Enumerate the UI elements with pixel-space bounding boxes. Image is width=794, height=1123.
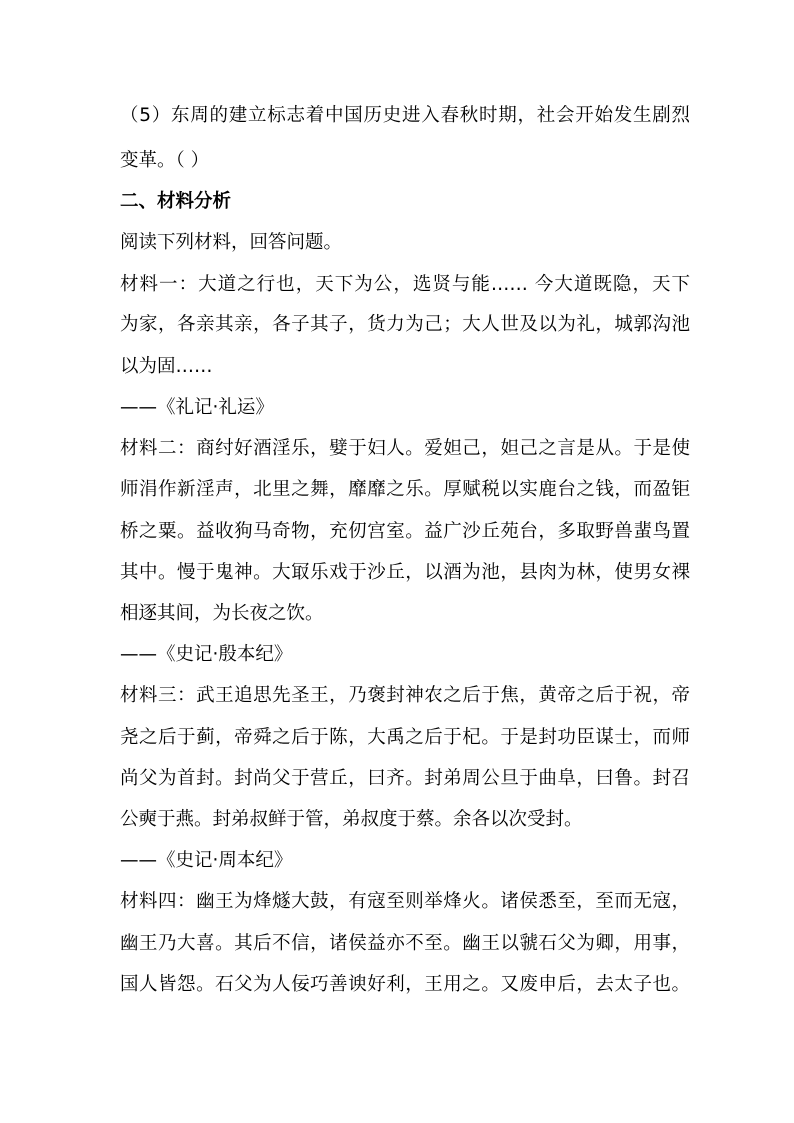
material-2-source: ——《史记·殷本纪》 (120, 644, 293, 665)
material-3-line-3: 尚父为首封。封尚父于营丘，曰齐。封弟周公旦于曲阜，曰鲁。封召 (120, 768, 690, 789)
material-3-line-1: 材料三：武王追思先圣王，乃褒封神农之后于焦，黄帝之后于祝，帝 (120, 685, 690, 706)
material-2-line-4: 其中。慢于鬼神。大冣乐戏于沙丘，以酒为池，县肉为林，使男女裸 (120, 562, 690, 583)
material-3-line-4: 公奭于燕。封弟叔鲜于管，弟叔度于蔡。余各以次受封。 (120, 809, 583, 830)
section-heading: 二、材料分析 (120, 191, 232, 212)
material-2-line-5: 相逐其间，为长夜之饮。 (120, 603, 324, 624)
material-4-line-1: 材料四：幽王为烽燧大鼓，有寇至则举烽火。诸侯悉至，至而无寇， (120, 891, 690, 912)
material-1-line-3: 以为固…… (120, 356, 213, 377)
material-1-source: ——《礼记·礼运》 (120, 397, 274, 418)
question-5-line-1: （5）东周的建立标志着中国历史进入春秋时期，社会开始发生剧烈 (120, 105, 690, 126)
material-2-line-1: 材料二：商纣好酒淫乐，嬖于妇人。爱妲己，妲己之言是从。于是使 (120, 438, 690, 459)
material-4-line-3: 国人皆怨。石父为人佞巧善谀好利，王用之。又废申后，去太子也。 (120, 974, 690, 995)
material-4-line-2: 幽王乃大喜。其后不信，诸侯益亦不至。幽王以虢石父为卿，用事， (120, 933, 690, 954)
material-3-source: ——《史记·周本纪》 (120, 850, 293, 871)
question-5-line-2: 变革。（ ） (120, 150, 210, 171)
material-1-line-1: 材料一：大道之行也，天下为公，选贤与能…… 今大道既隐，天下 (120, 274, 690, 295)
material-2-line-2: 师涓作新淫声，北里之舞，靡靡之乐。厚赋税以实鹿台之钱，而盈钜 (120, 479, 690, 500)
instruction-text: 阅读下列材料，回答问题。 (120, 232, 343, 253)
material-1-line-2: 为家，各亲其亲，各子其子，货力为己；大人世及以为礼，城郭沟池 (120, 314, 690, 335)
material-3-line-2: 尧之后于蓟，帝舜之后于陈，大禹之后于杞。于是封功臣谋士，而师 (120, 727, 690, 748)
material-2-line-3: 桥之粟。益收狗马奇物，充仞宫室。益广沙丘苑台，多取野兽蜚鸟置 (120, 521, 690, 542)
